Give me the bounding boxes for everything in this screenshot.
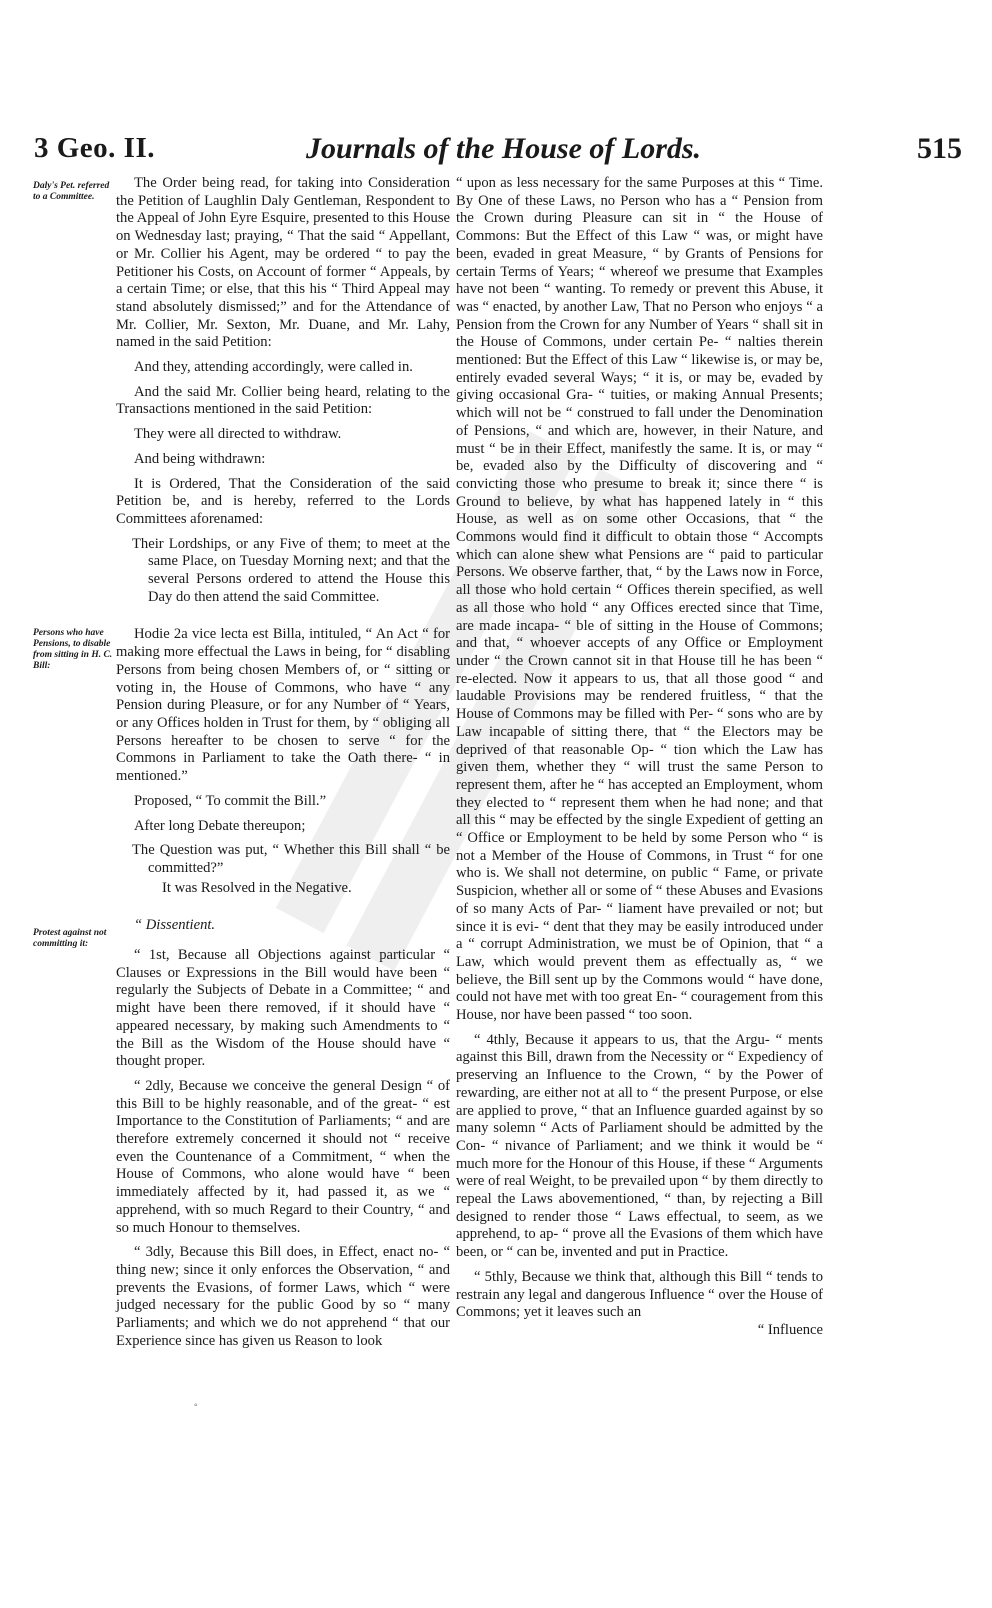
paragraph-reason-third-continued: “ upon as less necessary for the same Purposes at this “ Time. By One of these Laws, no Person who has a “ Pension from the Crown during Pleasure can sit in “ the House of Commons: But the Effect of this Law “ was, or might have been, evaded in great Measure, “ by Grants of Pensions for certain Terms of Years; “ whereof we presume that Examples have not been “ wanting. To remedy or prevent this Abuse, it was “ enacted, by another Law, That no Person who enjoys “ a Pension from the Crown for any Number of Years “ shall sit in the House of Commons, under certain Pe- “ nalties therein mentioned: But the Effect of this Law “ likewise is, or may be, entirely evaded several Ways; “ it is, or may be, evaded by giving occasional Gra- “ tuities, or making Annual Presents; which will not be “ construed to fall under the Denomination of Pensions, “ and which are, however, in their Nature, and must “ be in their Effect, manifestly the same. It is, or may “ be, evaded also by the Difficulty of discovering and “ convicting those who presume to break it; since there “ is Ground to believe, by what has happened lately in “ this House, as well as on some other Occasions, that “ the Commons would find it difficult to obtain those “ Accompts which can alone shew what Pensions are “ paid to particular Persons. We observe farther, that, “ by the Laws now in Force, all those who hold certain “ Offices therein specified, as well as all those who hold “ any Offices erected since that Time, are made incapa- “ ble of sitting in the House of Commons; and that, “ whoever accepts of any Office or Employment under “ the Crown cannot sit in that House till he has been “ re-elected. Now it appears to us, that all those good “ and laudable Provisions may be rendered fruitless, “ that the House of Commons may be filled with Per- “ sons who are by Law incapable of sitting there, that “ the Electors may be deprived of that reasonable Op- “ tion which the Law has given them, whether they “ will trust the same Person to represent them, after he “ has accepted an Employment, whom they elected to “ represent them when he had none; and that all this “ may be effected by the single Expedient of getting an “ Office or Employment to be held by some Person who “ is not a Member of the House of Commons, in Trust “ for one who is. We shall not determine, on public “ Fame, or private Suspicion, whether all or some of “ these Abuses and Evasions of so many Acts of Par- “ liament have prevailed or not; but since it is evi- “ dent that they may be easily introduced under a “ corrupt Administration, we must be of Opinion, that “ a Law, which would prevent them as effectually as, “ we believe, the Bill sent up by the Commons would “ have done, could not have met with too great En- “ couragement from this House, nor have been passed “ too soon. bbox=[456, 175, 823, 1024]
header-journal-title: Journals of the House of Lords. bbox=[306, 132, 702, 165]
paragraph-ordered: It is Ordered, That the Consideration of the said Petition be, and is hereby, referred to the Lords Committees aforenamed: bbox=[116, 475, 450, 527]
paragraph-collier-heard: And the said Mr. Collier being heard, relating to the Transactions mentioned in the said Petition: bbox=[116, 383, 450, 418]
right-column bbox=[456, 175, 823, 1340]
paragraph-dissentient: “ Dissentient. bbox=[134, 917, 216, 934]
paragraph-order-read: The Order being read, for taking into Consideration the Petition of Laughlin Daly Gentleman, Respondent to the Appeal of John Eyre Esquire, presented to this House on Wednesday last; praying, “ That the said “ Appellant, or Mr. Collier his Agent, may be ordered “ to pay the Petitioner his Costs, on Account of former “ Appeals, by a certain Time; or else, that this his “ Third Appeal may stand absolutely dismissed;” and for the Attendance of Mr. Collier, Mr. Sexton, Mr. Duane, and Mr. Lahy, named in the said Petition: bbox=[116, 175, 450, 351]
left-column bbox=[116, 175, 450, 1357]
header-page-number: 515 bbox=[917, 132, 962, 165]
paragraph-reason-fifth: “ 5thly, Because we think that, although this Bill “ tends to restrain any legal and dangerous Influence “ over the House of Commons; yet it leaves such an bbox=[456, 1268, 823, 1321]
paragraph-question-put: The Question was put, “ Whether this Bill shall “ be committed?” bbox=[132, 842, 450, 876]
paragraph-bill-reading: Hodie 2a vice lecta est Billa, intituled, “ An Act “ for making more effectual the Laws in being, for “ disabling Persons from being chosen Members of, or “ sitting or voting in, the House of Commons, who have “ any Pension during Pleasure, or for any Number of “ Years, or any Offices holden in Trust for them, by “ obliging all Persons hereafter to be chosen to serve “ for the Commons in Parliament to take the Oath there- “ in mentioned.” bbox=[116, 626, 450, 785]
paragraph-reason-first: “ 1st, Because all Objections against particular “ Clauses or Expressions in the Bill would have been “ regularly the Subjects of Debate in a Committee; “ and might have been there removed, if it should have “ appeared necessary, by making such Amendments to “ the Bill as the Wisdom of the House should have “ thought proper. bbox=[116, 947, 450, 1070]
paragraph-resolved-negative: It was Resolved in the Negative. bbox=[162, 879, 352, 896]
paragraph-proposed: Proposed, “ To commit the Bill.” bbox=[134, 792, 327, 809]
paragraph-reason-fourth: “ 4thly, Because it appears to us, that the Argu- “ ments against this Bill, drawn from the Necessity or “ Expediency of preserving an Influence to the Crown, “ by the Power of rewarding, are either not at all to “ the present Purpose, or else are applied to prove, “ that an Influence guarded against by so many solemn “ Acts of Parliament should be admitted by the Con- “ nivance of Parliament; and we think it would be “ much more for the Honour of this House, if these “ Arguments were of real Weight, to be prevailed upon “ by them directly to repeal the Laws abovementioned, “ than, by rejecting a Bill designed to render those “ Laws effectual, to seem, as we apprehend, to ap- “ prove all the Evasions of them which have been, or “ can be, invented and put in Practice. bbox=[456, 1031, 823, 1261]
catchword: “ Influence bbox=[757, 1322, 823, 1338]
paragraph-withdraw: They were all directed to withdraw. bbox=[134, 426, 342, 443]
margin-note-pensions-bill: Persons who have Pensions, to disable from sitting in H. C. Bill: bbox=[33, 628, 113, 671]
margin-note-daly-petition: Daly's Pet. referred to a Committee. bbox=[33, 181, 110, 202]
paragraph-attending: And they, attending accordingly, were called in. bbox=[134, 359, 413, 376]
paragraph-committee-meeting: Their Lordships, or any Five of them; to meet at the same Place, on Tuesday Morning next; and that the several Persons ordered to attend the House this Day do then attend the said Committee. bbox=[132, 535, 450, 605]
paragraph-reason-third: “ 3dly, Because this Bill does, in Effect, enact no- “ thing new; since it only enforces the Observation, “ and prevents the Evasions, of former Laws, which “ were judged necessary for the public Good by so “ many Parliaments; and which we do not apprehend “ that our Experience since has given us Reason to look bbox=[116, 1244, 450, 1349]
paragraph-withdrawn: And being withdrawn: bbox=[134, 450, 266, 467]
margin-note-protest: Protest against not committing it: bbox=[33, 928, 107, 949]
page-header bbox=[34, 132, 962, 178]
paragraph-debate: After long Debate thereupon; bbox=[134, 817, 306, 834]
paragraph-reason-second: “ 2dly, Because we conceive the general Design “ of this Bill to be highly reasonable, and of the great- “ est Importance to the Constitution of Parliaments; “ and are therefore extremely concerned it should not “ receive even the Countenance of a Commitment, “ when the House of Commons, who alone would have “ been immediately affected by it, had passed it, as we “ apprehend, with so much Regard to their Country, “ and so much Honour to themselves. bbox=[116, 1077, 450, 1236]
page-speck: ◦ bbox=[194, 1400, 198, 1411]
header-regnal-year: 3 Geo. II. bbox=[34, 132, 155, 164]
